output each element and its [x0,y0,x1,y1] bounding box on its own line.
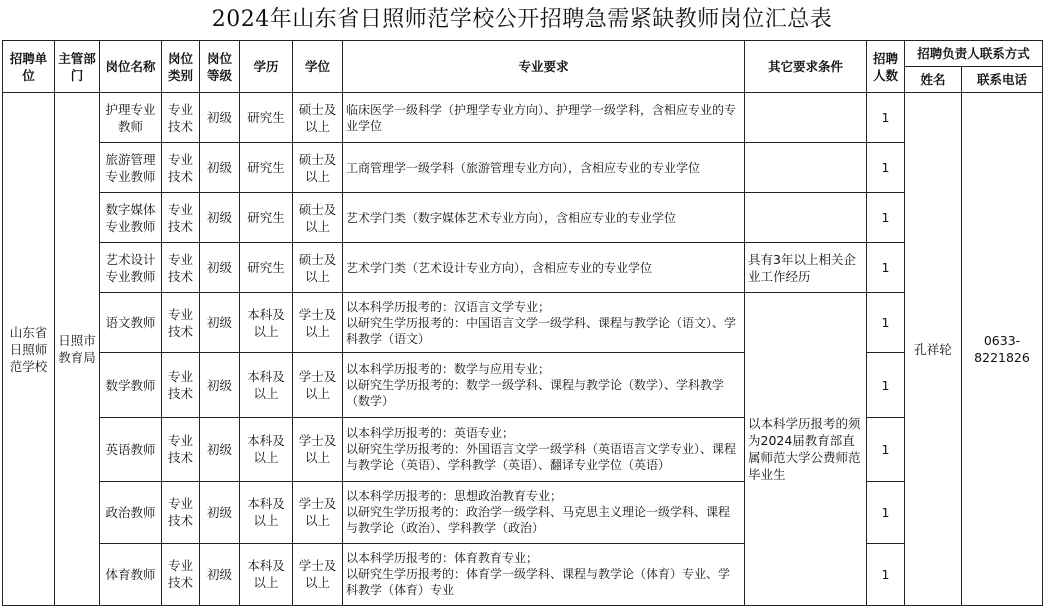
position-count: 1 [867,293,905,353]
contact-phone-cell: 0633-8221826 [962,93,1043,606]
position-level: 初级 [200,543,240,605]
document-title: 2024年山东省日照师范学校公开招聘急需紧缺教师岗位汇总表 [211,7,833,32]
table-row [3,93,1043,143]
position-level: 初级 [200,481,240,543]
position-degree: 学士及以上 [293,481,343,543]
position-major: 工商管理学一级学科（旅游管理专业方向），含相应专业的专业学位 [343,143,745,193]
position-education: 本科及以上 [240,417,293,481]
position-major: 以本科学历报考的：数学与应用专业； 以研究生学历报考的：数学一级学科、课程与教学论（数学）、学科教学（数学） [343,353,745,417]
position-level: 初级 [200,193,240,243]
table-row [3,417,1043,481]
unit-cell: 山东省日照师范学校 [3,93,55,606]
table-row [3,543,1043,605]
position-name: 数字媒体专业教师 [100,193,162,243]
position-category: 专业技术 [162,93,200,143]
position-name: 政治教师 [100,481,162,543]
position-name: 语文教师 [100,293,162,353]
position-category: 专业技术 [162,543,200,605]
header-contact-name: 姓名 [905,67,962,93]
position-count: 1 [867,143,905,193]
position-name: 艺术设计专业教师 [100,243,162,293]
header-contact-phone: 联系电话 [962,67,1043,93]
position-degree: 硕士及以上 [293,93,343,143]
position-count: 1 [867,417,905,481]
header-degree: 学位 [293,41,343,93]
position-degree: 学士及以上 [293,293,343,353]
header-major: 专业要求 [343,41,745,93]
table-row [3,243,1043,293]
position-other: 具有3年以上相关企业工作经历 [745,243,867,293]
header-category: 岗位类别 [162,41,200,93]
position-major: 以本科学历报考的：体育教育专业； 以研究生学历报考的：体育学一级学科、课程与教学论（体育）专业、学科教学（体育）专业 [343,543,745,605]
table-row [3,193,1043,243]
position-count: 1 [867,353,905,417]
header-position-name: 岗位名称 [100,41,162,93]
position-other [745,143,867,193]
position-category: 专业技术 [162,417,200,481]
position-education: 研究生 [240,243,293,293]
position-degree: 硕士及以上 [293,243,343,293]
position-education: 本科及以上 [240,293,293,353]
header-contact: 招聘负责人联系方式 [905,41,1043,67]
position-degree: 学士及以上 [293,417,343,481]
position-education: 本科及以上 [240,353,293,417]
position-name: 旅游管理专业教师 [100,143,162,193]
position-category: 专业技术 [162,243,200,293]
header-other: 其它要求条件 [745,41,867,93]
position-count: 1 [867,93,905,143]
table-row [3,353,1043,417]
header-count: 招聘人数 [867,41,905,93]
position-major: 艺术学门类（艺术设计专业方向），含相应专业的专业学位 [343,243,745,293]
position-level: 初级 [200,293,240,353]
position-major: 临床医学一级科学（护理学专业方向）、护理学一级学科，含相应专业的专业学位 [343,93,745,143]
positions-table [2,40,1043,606]
position-name: 护理专业教师 [100,93,162,143]
position-level: 初级 [200,143,240,193]
position-name: 体育教师 [100,543,162,605]
contact-name-cell: 孔祥轮 [905,93,962,606]
position-degree: 学士及以上 [293,353,343,417]
position-count: 1 [867,243,905,293]
position-level: 初级 [200,353,240,417]
position-degree: 学士及以上 [293,543,343,605]
position-category: 专业技术 [162,293,200,353]
position-other [745,193,867,243]
header-education: 学历 [240,41,293,93]
position-name: 数学教师 [100,353,162,417]
position-category: 专业技术 [162,143,200,193]
position-major: 以本科学历报考的：思想政治教育专业； 以研究生学历报考的：政治学一级学科、马克思主义理论一级学科、课程与教学论（政治）、学科教学（政治） [343,481,745,543]
position-level: 初级 [200,93,240,143]
header-unit: 招聘单位 [3,41,55,93]
position-level: 初级 [200,417,240,481]
other-requirement-group: 以本科学历报考的须为2024届教育部直属师范大学公费师范毕业生 [745,293,867,606]
position-degree: 硕士及以上 [293,143,343,193]
position-other [745,93,867,143]
position-education: 研究生 [240,93,293,143]
table-row [3,481,1043,543]
position-major: 艺术学门类（数字媒体艺术专业方向），含相应专业的专业学位 [343,193,745,243]
position-major: 以本科学历报考的：汉语言文学专业； 以研究生学历报考的：中国语言文学一级学科、课程与教学论（语文）、学科教学（语文） [343,293,745,353]
position-level: 初级 [200,243,240,293]
position-count: 1 [867,193,905,243]
position-education: 研究生 [240,143,293,193]
position-education: 本科及以上 [240,543,293,605]
position-name: 英语教师 [100,417,162,481]
dept-cell: 日照市教育局 [55,93,100,606]
position-count: 1 [867,481,905,543]
position-education: 研究生 [240,193,293,243]
header-dept: 主管部门 [55,41,100,93]
position-category: 专业技术 [162,481,200,543]
table-row [3,293,1043,353]
header-level: 岗位等级 [200,41,240,93]
position-degree: 硕士及以上 [293,193,343,243]
position-category: 专业技术 [162,193,200,243]
position-category: 专业技术 [162,353,200,417]
position-education: 本科及以上 [240,481,293,543]
table-row [3,143,1043,193]
position-count: 1 [867,543,905,605]
position-major: 以本科学历报考的：英语专业； 以研究生学历报考的：外国语言文学一级学科（英语语言文学专业）、课程与教学论（英语）、学科教学（英语）、翻译专业学位（英语） [343,417,745,481]
